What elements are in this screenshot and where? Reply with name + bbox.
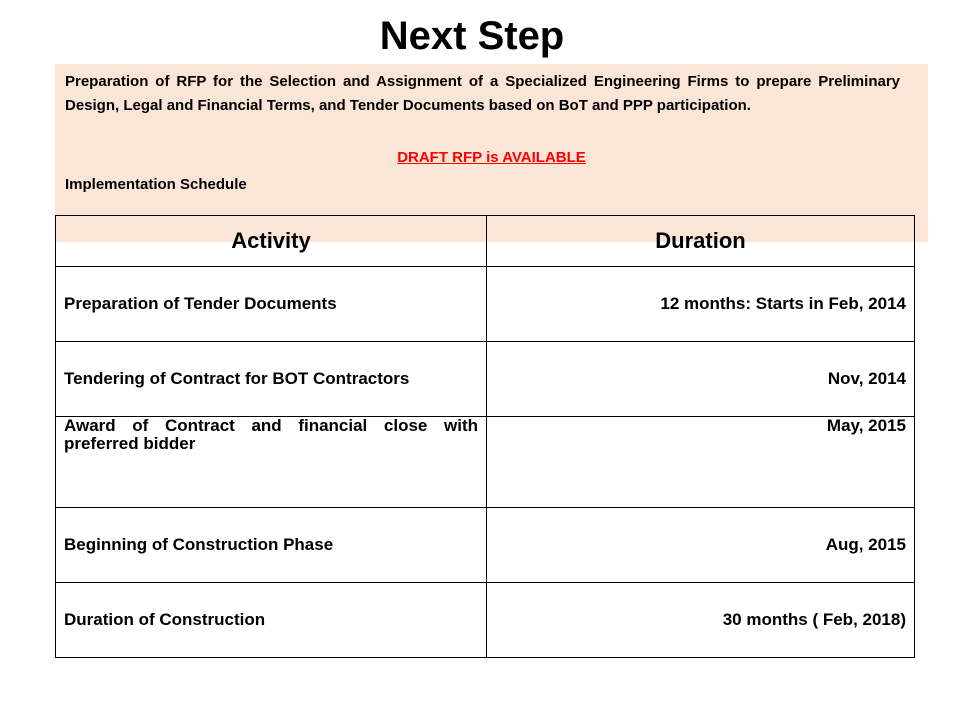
duration-cell: Nov, 2014 bbox=[487, 342, 915, 417]
duration-cell: 12 months: Starts in Feb, 2014 bbox=[487, 267, 915, 342]
implementation-schedule-label: Implementation Schedule bbox=[65, 176, 247, 193]
duration-cell: Aug, 2015 bbox=[487, 508, 915, 583]
table-row bbox=[56, 583, 915, 658]
activity-column-header: Activity bbox=[56, 216, 487, 267]
draft-rfp-link[interactable]: DRAFT RFP is AVAILABLE bbox=[397, 149, 586, 166]
duration-column-header: Duration bbox=[487, 216, 915, 267]
table-header-row bbox=[56, 216, 915, 267]
activity-cell: Tendering of Contract for BOT Contractors bbox=[56, 342, 487, 417]
implementation-schedule-table bbox=[55, 215, 915, 658]
activity-cell: Award of Contract and financial close with preferred bidder bbox=[56, 417, 487, 508]
duration-cell: May, 2015 bbox=[487, 417, 915, 508]
table-row bbox=[56, 508, 915, 583]
table-row bbox=[56, 267, 915, 342]
activity-cell: Beginning of Construction Phase bbox=[56, 508, 487, 583]
table-row bbox=[56, 417, 915, 508]
slide-title: Next Step bbox=[379, 14, 565, 58]
activity-cell: Preparation of Tender Documents bbox=[56, 267, 487, 342]
rfp-description: Preparation of RFP for the Selection and Assignment of a Specialized Engineering Firms to prepare Preliminary Design, Legal and Financial Terms, and Tender Documents based on BoT and PPP participation. bbox=[65, 73, 900, 114]
duration-cell: 30 months ( Feb, 2018) bbox=[487, 583, 915, 658]
table-row bbox=[56, 342, 915, 417]
activity-cell: Duration of Construction bbox=[56, 583, 487, 658]
